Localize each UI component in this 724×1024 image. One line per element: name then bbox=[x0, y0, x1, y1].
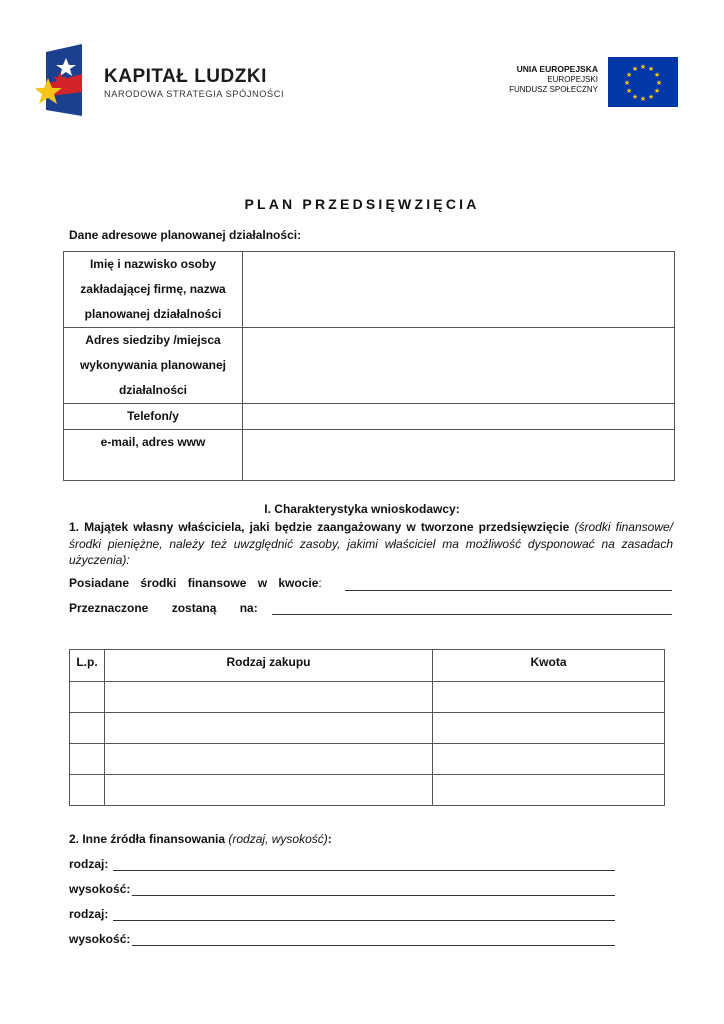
question-1 bbox=[69, 519, 673, 569]
other-sources-title-text: 2. Inne źródła finansowania bbox=[69, 832, 226, 846]
address-value-address[interactable] bbox=[243, 328, 675, 404]
address-label-email bbox=[64, 430, 243, 481]
table-row bbox=[70, 744, 665, 775]
cell-purchase-type[interactable] bbox=[105, 682, 433, 713]
label-line: Adres siedziby /miejsca bbox=[85, 333, 221, 347]
header-purchase-type: Rodzaj zakupu bbox=[105, 650, 433, 682]
source-amount-line-2[interactable] bbox=[132, 945, 615, 946]
svg-text:★: ★ bbox=[639, 95, 647, 103]
table-row bbox=[70, 682, 665, 713]
cell-purchase-type[interactable] bbox=[105, 775, 433, 806]
eu-line1: UNIA EUROPEJSKA bbox=[516, 64, 598, 74]
address-value-phone[interactable] bbox=[243, 404, 675, 430]
address-row-email bbox=[64, 430, 675, 481]
header-lp: L.p. bbox=[70, 650, 105, 682]
cell-lp[interactable] bbox=[70, 775, 105, 806]
purpose-label: Przeznaczone zostaną na: bbox=[69, 601, 258, 615]
question-1-text: 1. Majątek własny właściciela, jaki będzie zaangażowany w tworzone przedsięwzięcie bbox=[69, 520, 570, 534]
source-type-line-2[interactable] bbox=[113, 920, 615, 921]
eu-flag-icon bbox=[608, 57, 678, 107]
characteristics-title: I. Charakterystyka wnioskodawcy: bbox=[264, 502, 460, 516]
table-row bbox=[70, 713, 665, 744]
address-row-phone bbox=[64, 404, 675, 430]
address-label-name bbox=[64, 252, 243, 328]
label-line: Imię i nazwisko osoby bbox=[89, 257, 217, 271]
cell-amount[interactable] bbox=[433, 744, 665, 775]
svg-text:★: ★ bbox=[625, 71, 633, 79]
question-1-hint: (środki finansowe/środki pieniężne, należy też uwzględnić zasoby, jakimi właściciel ma możliwość dysponować na zasadach użyczenia): bbox=[69, 520, 673, 567]
label-line: planowanej działalności bbox=[84, 307, 222, 321]
address-row-address bbox=[64, 328, 675, 404]
cell-amount[interactable] bbox=[433, 775, 665, 806]
svg-text:★: ★ bbox=[625, 87, 633, 95]
header-amount: Kwota bbox=[433, 650, 665, 682]
cell-purchase-type[interactable] bbox=[105, 713, 433, 744]
purchase-header-row bbox=[70, 650, 665, 682]
label-line: zakładającej firmę, nazwa bbox=[80, 282, 226, 296]
purpose-line[interactable] bbox=[272, 614, 672, 615]
table-row bbox=[70, 775, 665, 806]
other-sources-title bbox=[69, 832, 332, 846]
cell-lp[interactable] bbox=[70, 713, 105, 744]
cell-amount[interactable] bbox=[433, 713, 665, 744]
funds-label bbox=[69, 576, 322, 590]
svg-text:★: ★ bbox=[623, 79, 631, 87]
kapital-ludzki-logo bbox=[36, 44, 286, 118]
kapital-ludzki-emblem-icon bbox=[36, 44, 86, 118]
source-amount-line-1[interactable] bbox=[132, 895, 615, 896]
cell-purchase-type[interactable] bbox=[105, 744, 433, 775]
page-title: PLAN PRZEDSIĘWZIĘCIA bbox=[244, 196, 480, 212]
other-sources-hint: (rodzaj, wysokość) bbox=[228, 832, 328, 846]
eu-line2: EUROPEJSKI bbox=[547, 74, 598, 84]
other-sources-colon: : bbox=[327, 832, 332, 846]
address-table bbox=[63, 251, 675, 481]
svg-text:★: ★ bbox=[631, 65, 639, 73]
svg-text:★: ★ bbox=[631, 93, 639, 101]
svg-text:★: ★ bbox=[647, 65, 655, 73]
svg-text:★: ★ bbox=[653, 87, 661, 95]
funds-colon: : bbox=[318, 576, 322, 590]
address-row-name bbox=[64, 252, 675, 328]
address-value-email[interactable] bbox=[243, 430, 675, 481]
svg-text:★: ★ bbox=[655, 79, 663, 87]
address-label-address bbox=[64, 328, 243, 404]
source-type-label-1: rodzaj: bbox=[69, 857, 109, 871]
label-line: e-mail, adres www bbox=[100, 435, 206, 449]
eu-text bbox=[509, 64, 598, 96]
purchase-table bbox=[69, 649, 665, 806]
address-label-phone bbox=[64, 404, 243, 430]
source-type-line-1[interactable] bbox=[113, 870, 615, 871]
address-section-label: Dane adresowe planowanej działalności: bbox=[69, 228, 302, 242]
cell-lp[interactable] bbox=[70, 682, 105, 713]
source-type-label-2: rodzaj: bbox=[69, 907, 109, 921]
eu-line3: FUNDUSZ SPOŁECZNY bbox=[509, 85, 598, 94]
cell-lp[interactable] bbox=[70, 744, 105, 775]
kapital-ludzki-title: KAPITAŁ LUDZKI bbox=[104, 66, 267, 87]
source-amount-label-2: wysokość: bbox=[69, 932, 131, 946]
address-value-name[interactable] bbox=[243, 252, 675, 328]
funds-amount-line[interactable] bbox=[345, 590, 672, 591]
label-line: wykonywania planowanej bbox=[79, 358, 227, 372]
cell-amount[interactable] bbox=[433, 682, 665, 713]
svg-text:★: ★ bbox=[653, 71, 661, 79]
kapital-ludzki-subtitle: NARODOWA STRATEGIA SPÓJNOŚCI bbox=[104, 89, 285, 99]
label-line: działalności bbox=[118, 383, 188, 397]
label-line: Telefon/y bbox=[127, 409, 179, 423]
funds-label-text: Posiadane środki finansowe w kwocie bbox=[69, 576, 319, 590]
svg-text:★: ★ bbox=[647, 93, 655, 101]
svg-text:★: ★ bbox=[639, 63, 647, 71]
eu-logo bbox=[492, 56, 678, 108]
source-amount-label-1: wysokość: bbox=[69, 882, 131, 896]
